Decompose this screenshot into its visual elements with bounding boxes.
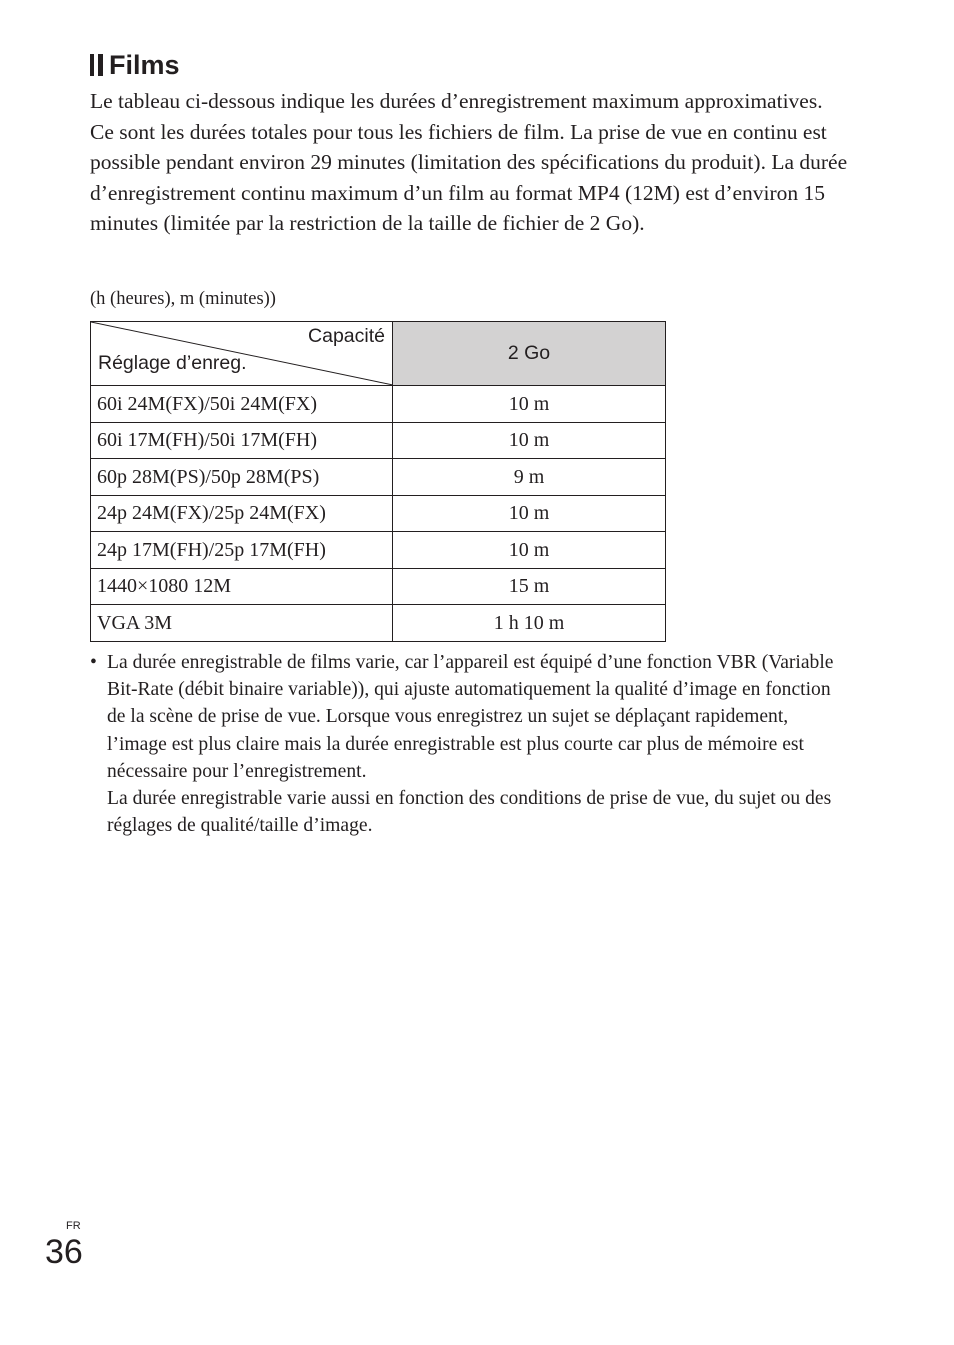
table-row [91, 495, 666, 532]
section-marker-icon [90, 54, 103, 76]
note-paragraph: La durée enregistrable de films varie, car l’appareil est équipé d’une fonction VBR (Variable Bit-Rate (débit binaire variable)), qui ajuste automatiquement la qualité d’image en fonction de la scène de prise de vue. Lorsque vous enregistrez un sujet se déplaçant rapidement, l’image est plus claire mais la durée enregistrable est plus courte car plus de mémoire est nécessaire pour l’enregistrement. [107, 652, 834, 782]
row-duration: 10 m [393, 495, 666, 532]
section-title: Films [109, 50, 180, 80]
row-duration: 9 m [393, 459, 666, 496]
section-heading [90, 48, 180, 82]
table-row [91, 605, 666, 642]
intro-paragraph: Le tableau ci-dessous indique les durées d’enregistrement maximum approximatives. Ce sont les durées totales pour tous les fichiers de film. La prise de vue en continu est possible pendant environ 29 minutes (limitation des spécifications du produit). La durée d’enregistrement continu maximum d’un film au format MP4 (12M) est d’environ 15 minutes (limitée par la restriction de la taille de fichier de 2 Go). [90, 89, 848, 235]
table-row [91, 386, 666, 423]
row-setting: 24p 24M(FX)/25p 24M(FX) [91, 495, 393, 532]
recording-time-table [90, 321, 666, 642]
header-capacity-label: Capacité [308, 325, 385, 347]
bullet-icon: • [90, 652, 97, 673]
page-number: 36 [45, 1233, 83, 1271]
header-size: 2 Go [393, 322, 666, 386]
language-label: FR [66, 1220, 81, 1232]
note-body [107, 649, 842, 839]
header-diagonal-cell [91, 322, 393, 386]
row-setting: 24p 17M(FH)/25p 17M(FH) [91, 532, 393, 569]
row-duration: 10 m [393, 422, 666, 459]
row-duration: 10 m [393, 532, 666, 569]
notes-list [90, 649, 842, 839]
table-row [91, 459, 666, 496]
row-setting: 60p 28M(PS)/50p 28M(PS) [91, 459, 393, 496]
units-note: (h (heures), m (minutes)) [90, 289, 276, 309]
table-row [91, 422, 666, 459]
row-setting: 60i 17M(FH)/50i 17M(FH) [91, 422, 393, 459]
list-item [90, 649, 842, 839]
row-duration: 1 h 10 m [393, 605, 666, 642]
row-setting: 60i 24M(FX)/50i 24M(FX) [91, 386, 393, 423]
header-setting-label: Réglage d’enreg. [98, 352, 247, 374]
table-row [91, 568, 666, 605]
row-setting: 1440×1080 12M [91, 568, 393, 605]
row-setting: VGA 3M [91, 605, 393, 642]
note-paragraph: La durée enregistrable varie aussi en fonction des conditions de prise de vue, du sujet ou des réglages de qualité/taille d’image. [107, 788, 832, 837]
row-duration: 10 m [393, 386, 666, 423]
table-row [91, 532, 666, 569]
table-header-row [91, 322, 666, 386]
row-duration: 15 m [393, 568, 666, 605]
